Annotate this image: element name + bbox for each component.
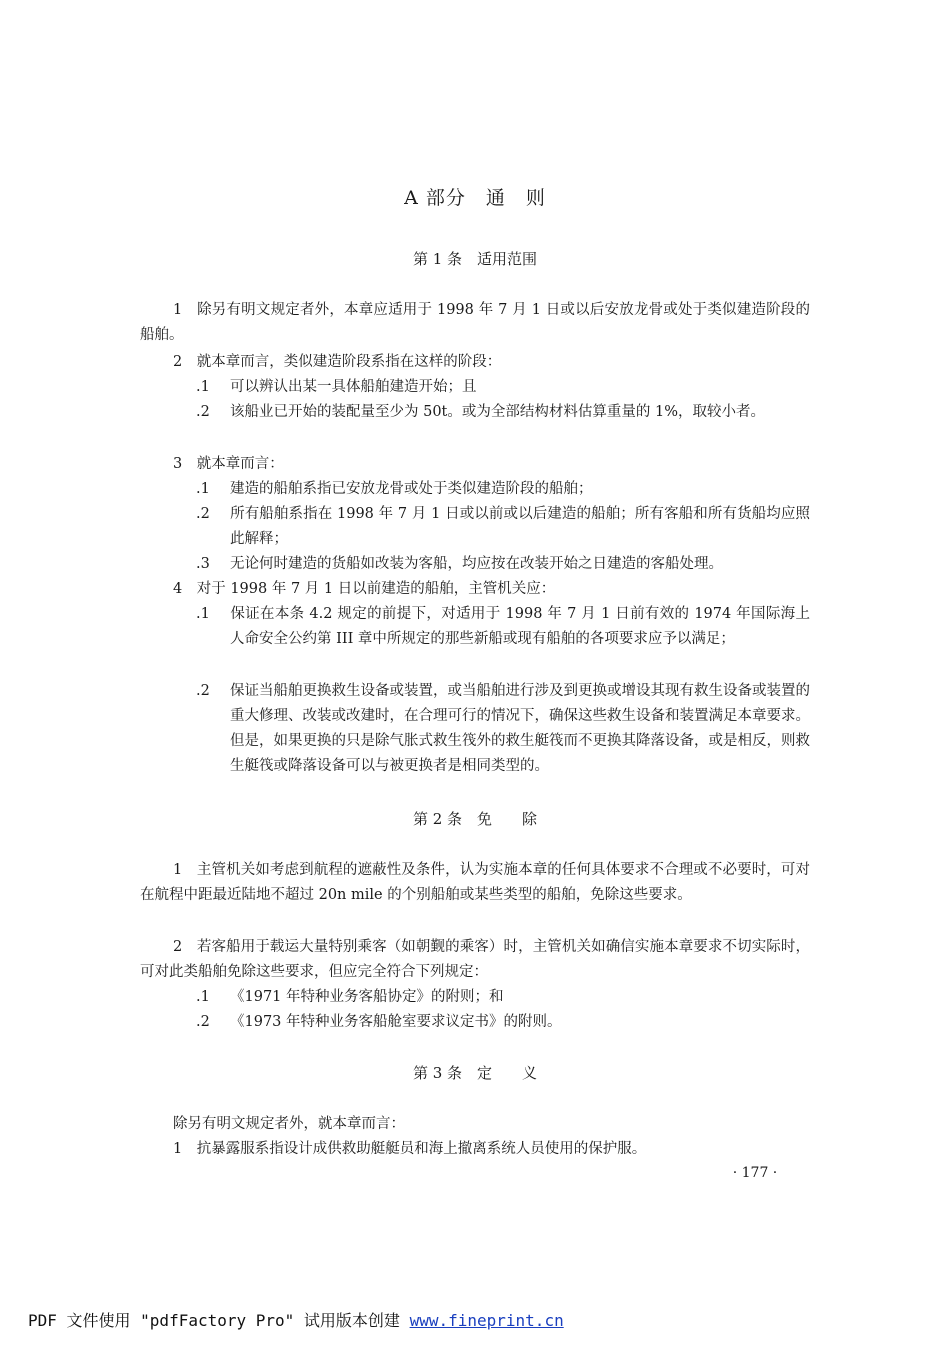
item-number: .2: [196, 404, 210, 420]
item-number: .2: [196, 506, 210, 522]
item-number: .1: [196, 989, 210, 1005]
article-1-item-2-1: [196, 375, 810, 400]
article-1-paragraph-1: 1 除另有明文规定者外，本章应适用于 1998 年 7 月 1 日或以后安放龙骨或处于类似建造阶段的船舶。: [140, 302, 810, 343]
article-1-item-3-2: [196, 502, 810, 552]
article-2-item-2-2: [196, 1010, 810, 1035]
article-1-item-4-2: [196, 679, 810, 779]
item-text: 《1971 年特种业务客船协定》的附则；和: [230, 989, 504, 1005]
part-title: A 部分 通 则: [404, 187, 546, 209]
item-text: 该船业已开始的装配量至少为 50t。或为全部结构材料估算重量的 1%，取较小者。: [230, 404, 765, 420]
article-3-intro: 除另有明文规定者外，就本章而言：: [173, 1116, 405, 1132]
item-text: 建造的船舶系指已安放龙骨或处于类似建造阶段的船舶；: [230, 481, 593, 497]
article-1-item-2-2: [196, 400, 810, 425]
item-number: .1: [196, 481, 210, 497]
item-text: 《1973 年特种业务客船舱室要求议定书》的附则。: [230, 1014, 562, 1030]
article-3-paragraph-1: 1 抗暴露服系指设计成供救助艇艇员和海上撤离系统人员使用的保护服。: [173, 1141, 647, 1157]
item-number: .2: [196, 683, 210, 699]
page-number: · 177 ·: [732, 1165, 778, 1181]
item-text: 保证当船舶更换救生设备或装置，或当船舶进行涉及到更换或增设其现有救生设备或装置的重大修理、改装或改建时，在合理可行的情况下，确保这些救生设备和装置满足本章要求。但是，如果更换的只是除气胀式救生筏外的救生艇筏而不更换其降落设备，或是相反，则救生艇筏或降落设备可以与被更换者是相同类型的。: [230, 683, 810, 774]
article-2-paragraph-1: 1 主管机关如考虑到航程的遮蔽性及条件，认为实施本章的任何具体要求不合理或不必要时，可对在航程中距最近陆地不超过 20n mile 的个别船舶或某些类型的船舶，免除这些要求。: [140, 862, 810, 903]
item-text: 可以辨认出某一具体船舶建造开始；且: [230, 379, 477, 395]
article-3-heading: 第 3 条 定 义: [412, 1064, 538, 1082]
pdf-footer: [28, 1308, 564, 1331]
article-1-paragraph-2: 2 就本章而言，类似建造阶段系指在这样的阶段：: [173, 354, 502, 370]
article-2-item-2-1: [196, 985, 810, 1010]
item-text: 保证在本条 4.2 规定的前提下，对适用于 1998 年 7 月 1 日前有效的 1974 年国际海上人命安全公约第 III 章中所规定的那些新船或现有船舶的各项要求应予以满足；: [230, 606, 810, 647]
item-number: .2: [196, 1014, 210, 1030]
article-1-item-3-1: [196, 477, 810, 502]
item-number: .1: [196, 379, 210, 395]
article-1-heading: 第 1 条 适用范围: [412, 250, 538, 268]
article-1-item-4-1: [196, 602, 810, 652]
article-2-heading: 第 2 条 免 除: [412, 810, 538, 828]
item-number: .1: [196, 606, 210, 622]
article-1-item-3-3: [196, 552, 810, 577]
article-2-paragraph-2: 2 若客船用于载运大量特别乘客（如朝觐的乘客）时，主管机关如确信实施本章要求不切实际时，可对此类船舶免除这些要求，但应完全符合下列规定：: [140, 939, 810, 980]
footer-link[interactable]: www.fineprint.cn: [409, 1311, 564, 1330]
article-1-paragraph-4: 4 对于 1998 年 7 月 1 日以前建造的船舶，主管机关应：: [173, 581, 556, 597]
item-number: .3: [196, 556, 210, 572]
item-text: 所有船舶系指在 1998 年 7 月 1 日或以前或以后建造的船舶；所有客船和所有货船均应照此解释；: [230, 506, 810, 547]
item-text: 无论何时建造的货船如改装为客船，均应按在改装开始之日建造的客船处理。: [230, 556, 723, 572]
footer-text: PDF 文件使用 "pdfFactory Pro" 试用版本创建: [28, 1311, 400, 1330]
article-1-paragraph-3: 3 就本章而言：: [173, 456, 284, 472]
